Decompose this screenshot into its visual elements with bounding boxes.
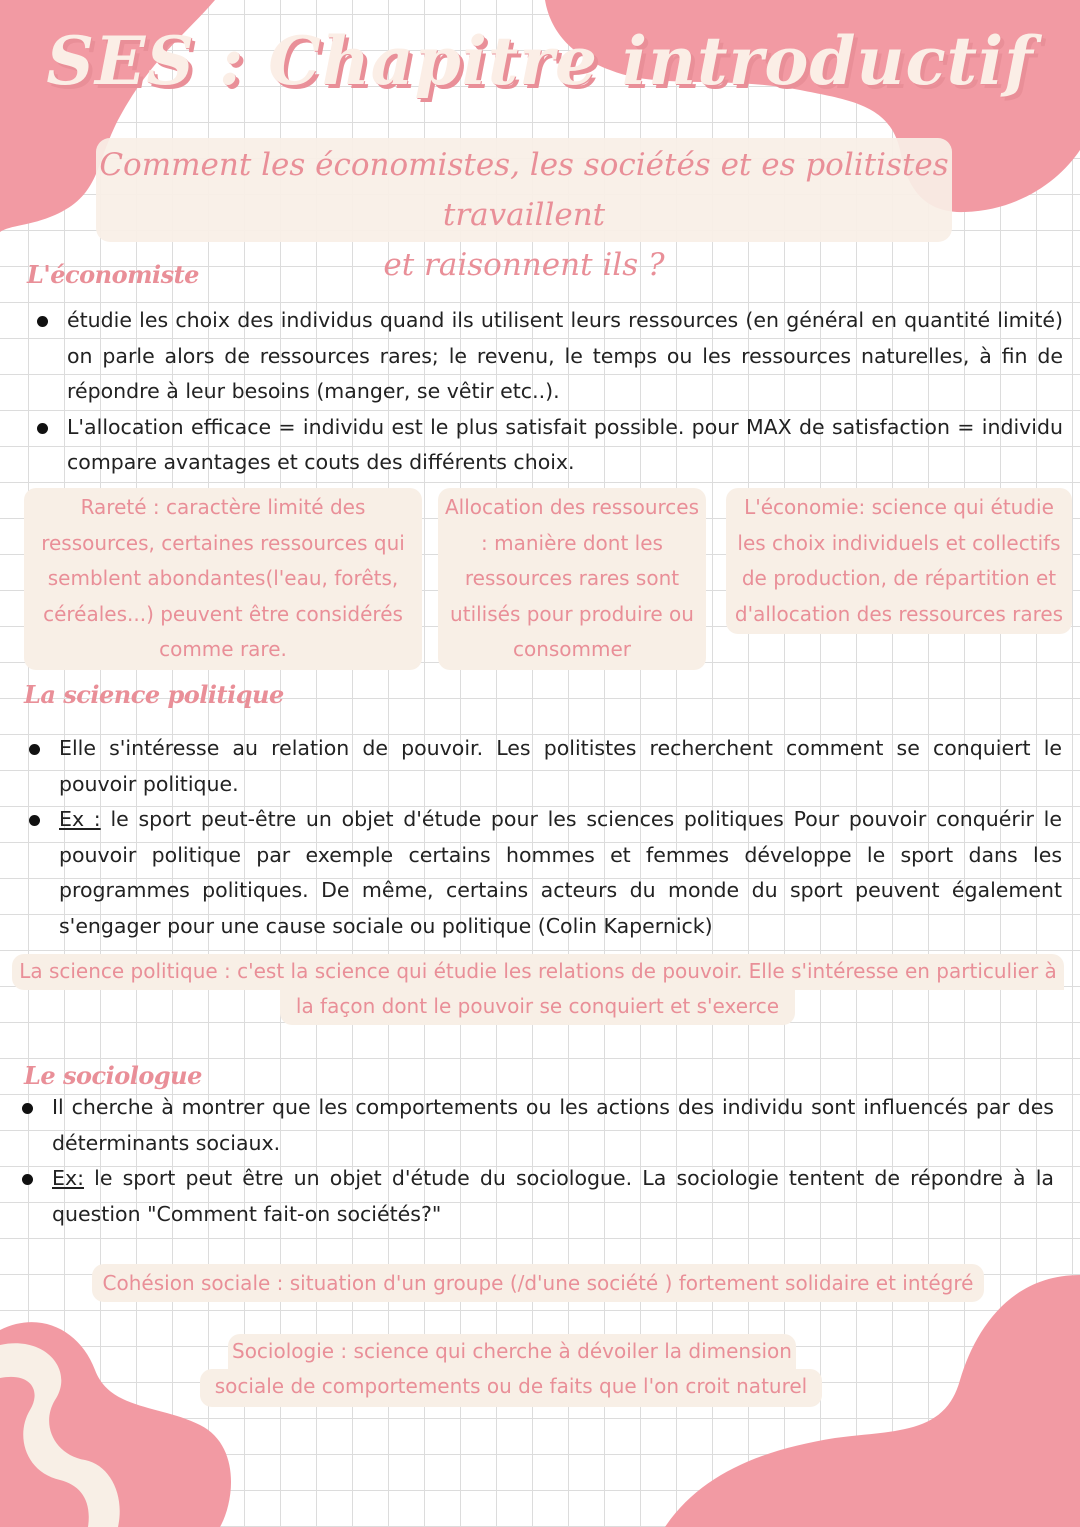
section-heading-sociologue: Le sociologue <box>24 1061 202 1090</box>
subtitle <box>96 140 952 290</box>
list-item <box>67 303 1063 410</box>
example-label: Ex: <box>52 1166 84 1190</box>
bullet-text: L'allocation efficace = individu est le plus satisfait possible. pour MAX de satisfaction = individu compare avantages et couts des différents choix. <box>67 414 1063 474</box>
list-item <box>59 802 1062 944</box>
list-item <box>52 1161 1054 1232</box>
definition-economie: L'économie: science qui étudie les choix individuels et collectifs de production, de répartition et d'allocation des ressources rares <box>726 488 1072 634</box>
bullet-text: Elle s'intéresse au relation de pouvoir. Les politistes recherchent comment se conquiert le pouvoir politique. <box>59 736 1062 796</box>
bullet-text: le sport peut-être un objet d'étude pour les sciences politiques Pour pouvoir conquérir le pouvoir politique par exemple certains hommes et femmes développe le sport dans les programmes politiques. De même, certains acteurs du monde du sport peuvent également s'engager pour une cause sociale ou politique (Colin Kapernick) <box>59 807 1062 938</box>
bullet-text: Il cherche à montrer que les comportements ou les actions des individu sont influencés par des déterminants sociaux. <box>52 1095 1054 1155</box>
section-heading-economiste: L'économiste <box>27 260 199 289</box>
definition-allocation: Allocation des ressources : manière dont les ressources rares sont utilisés pour produire ou consommer <box>438 488 706 670</box>
bullet-dot <box>22 1174 33 1185</box>
bullet-text: le sport peut être un objet d'étude du sociologue. La sociologie tentent de répondre à la question "Comment fait-on sociétés?" <box>52 1166 1054 1226</box>
definition-rarete: Rareté : caractère limité des ressources, certaines ressources qui semblent abondantes(l'eau, forêts, céréales...) peuvent être considérés comme rare. <box>24 488 422 670</box>
sociologue-bullets <box>52 1090 1054 1232</box>
bullet-text: étudie les choix des individus quand ils utilisent leurs ressources (en général en quantité limité) on parle alors de ressources rares; le revenu, le temps ou les ressources naturelles, à fin de répondre à leur besoins (manger, se vêtir etc..). <box>67 308 1063 403</box>
definition-science-politique-line-2: la façon dont le pouvoir se conquiert et s'exerce <box>280 989 795 1025</box>
page-title: SES : Chapitre introductif <box>46 22 1034 100</box>
subtitle-line-2: et raisonnent ils ? <box>383 247 665 283</box>
bullet-dot <box>37 423 48 434</box>
bullet-dot <box>29 815 40 826</box>
definition-sociologie-line-2: sociale de comportements ou de faits que l'on croit naturel <box>200 1369 822 1407</box>
section-heading-politique: La science politique <box>24 680 284 709</box>
list-item <box>67 410 1063 481</box>
definition-cohesion-sociale: Cohésion sociale : situation d'un groupe (/d'une société ) fortement solidaire et intégré <box>92 1264 984 1302</box>
list-item <box>52 1090 1054 1161</box>
bullet-dot <box>37 316 48 327</box>
politique-bullets <box>59 731 1062 944</box>
economiste-bullets <box>67 303 1063 481</box>
bullet-dot <box>29 744 40 755</box>
subtitle-line-1: Comment les économistes, les sociétés et es politistes travaillent <box>99 147 949 233</box>
definition-science-politique-line-1: La science politique : c'est la science qui étudie les relations de pouvoir. Elle s'intéresse en particulier à <box>12 954 1064 990</box>
list-item <box>59 731 1062 802</box>
bullet-dot <box>22 1103 33 1114</box>
example-label: Ex : <box>59 807 101 831</box>
definition-sociologie-line-1: Sociologie : science qui cherche à dévoiler la dimension <box>228 1334 796 1370</box>
